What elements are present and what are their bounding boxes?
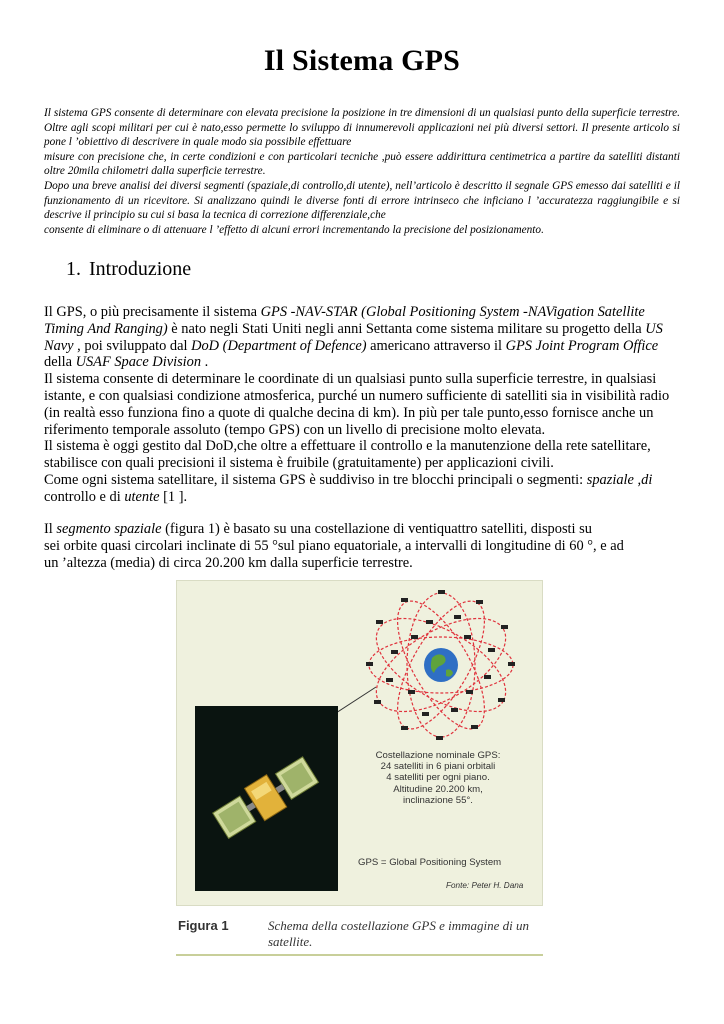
figure-caption: Schema della costellazione GPS e immagine di un satellite. — [268, 918, 530, 949]
text-run: spaziale ,di — [586, 471, 653, 488]
text-run: Come ogni sistema satellitare, il sistema GPS è suddiviso in tre blocchi principali o segmenti: — [44, 471, 587, 488]
section-title: Introduzione — [89, 258, 192, 280]
text-run: [1 ]. — [159, 488, 188, 505]
section-heading — [66, 258, 191, 281]
abstract-paragraph: Il sistema GPS consente di determinare con elevata precisione la posizione in tre dimensioni di un qualsiasi punto della superficie terrestre. Oltre agli scopi militari per cui è nato,esso permette lo sviluppo di innumerevoli applicazioni nei più diversi settori. Il presente articolo si pone l ’obiettivo di descrivere in quale modo sia possibile effettuare — [44, 107, 680, 149]
text-run: GPS -NAV-STAR (Global Positioning System -NAVigation Satellite Timing And Ranging) — [44, 304, 645, 337]
legend-line: Altitudine 20.200 km, — [393, 783, 483, 795]
gps-constellation-diagram — [356, 580, 526, 750]
abstract-paragraph: misure con precisione che, in certe condizioni e con particolari tecniche ,può essere addirittura centimetrica a partire da satelliti distanti oltre 20mila chilometri dalla superficie terrestre. — [44, 150, 680, 178]
intro-paragraph-1 — [44, 304, 684, 371]
gps-definition: GPS = Global Positioning System — [358, 857, 502, 868]
intro-paragraph-4 — [44, 472, 684, 506]
legend-line: Costellazione nominale GPS: — [375, 750, 501, 761]
text-run: americano attraverso il — [366, 337, 506, 354]
text-run: Il GPS, o più precisamente il sistema — [44, 304, 261, 320]
text-run: segmento spaziale — [56, 521, 162, 537]
intro-paragraph-2: Il sistema consente di determinare le coordinate di un qualsiasi punto sulla superficie terrestre, in qualsiasi istante, e con qualsiasi condizione atmosferica, purché un numero sufficiente di satelliti sia in visibilità radio (in realtà esso funziona fino a quote di qualche decina di km). In più per tale punto,esso fornisce anche un riferimento temporale assoluto (tempo GPS) con un livello di precisione molto elevata. — [44, 371, 670, 438]
text-run: Il — [44, 521, 57, 537]
text-run: utente — [124, 488, 160, 505]
satellite-icon — [195, 706, 338, 891]
segment-line-2: sei orbite quasi circolari inclinate di 55 °sul piano equatoriale, a intervalli di longitudine di 60 °, e ad — [44, 537, 624, 554]
page-title: Il Sistema GPS — [263, 44, 461, 77]
abstract-paragraph: Dopo una breve analisi dei diversi segmenti (spaziale,di controllo,di utente), nell’articolo è descritto il segnale GPS emesso dai satelliti e il funzionamento di un ricevitore. Si analizzano quindi le diverse fonti di errore intrinseco che inficiano l ’accuratezza raggiungibile e si descrive il principio su cui si basa la tecnica di correzione differenziale,che — [44, 179, 680, 222]
text-run: controllo e di — [44, 488, 125, 505]
segment-line-1 — [44, 521, 684, 538]
text-run: è nato negli Stati Uniti negli anni Settanta come sistema militare su progetto della — [167, 320, 646, 337]
text-run: GPS Joint Program Office — [505, 337, 659, 354]
legend-line: inclinazione 55°. — [403, 794, 473, 806]
text-run: . — [201, 354, 209, 371]
figure-rule — [176, 954, 543, 956]
text-run: (figura 1) è basato su una costellazione di ventiquattro satelliti, disposti su — [161, 521, 592, 537]
legend-line: 24 satelliti in 6 piani orbitali — [380, 761, 496, 773]
figure-label: Figura 1 — [178, 918, 229, 933]
text-run: USAF Space Division — [75, 354, 202, 371]
segment-paragraph — [44, 521, 684, 571]
text-run: , poi sviluppato dal — [73, 337, 192, 354]
intro-body — [44, 304, 684, 506]
pointer-line — [336, 685, 378, 715]
text-run: della — [44, 354, 76, 371]
abstract — [44, 106, 680, 237]
text-run: DoD (Department of Defence) — [191, 337, 367, 354]
figure-legend — [358, 750, 518, 806]
figure-1 — [176, 580, 543, 960]
legend-line: 4 satelliti per ogni piano. — [386, 772, 490, 784]
text-run: US Navy — [44, 320, 663, 354]
figure-source: Fonte: Peter H. Dana — [446, 881, 524, 890]
segment-line-3: un ’altezza (media) di circa 20.200 km dalla superficie terrestre. — [44, 554, 413, 571]
satellite-photo — [195, 706, 338, 891]
abstract-paragraph: consente di eliminare o di attenuare l ’effetto di alcuni errori incrementando la precisione del posizionamento. — [44, 223, 544, 236]
intro-paragraph-3: Il sistema è oggi gestito dal DoD,che oltre a effettuare il controllo e la manutenzione della rete satellitare, stabilisce con quali precisioni il sistema è fruibile (gratuitamente) per applicazioni civili. — [44, 438, 651, 472]
section-number: 1. — [66, 258, 81, 280]
